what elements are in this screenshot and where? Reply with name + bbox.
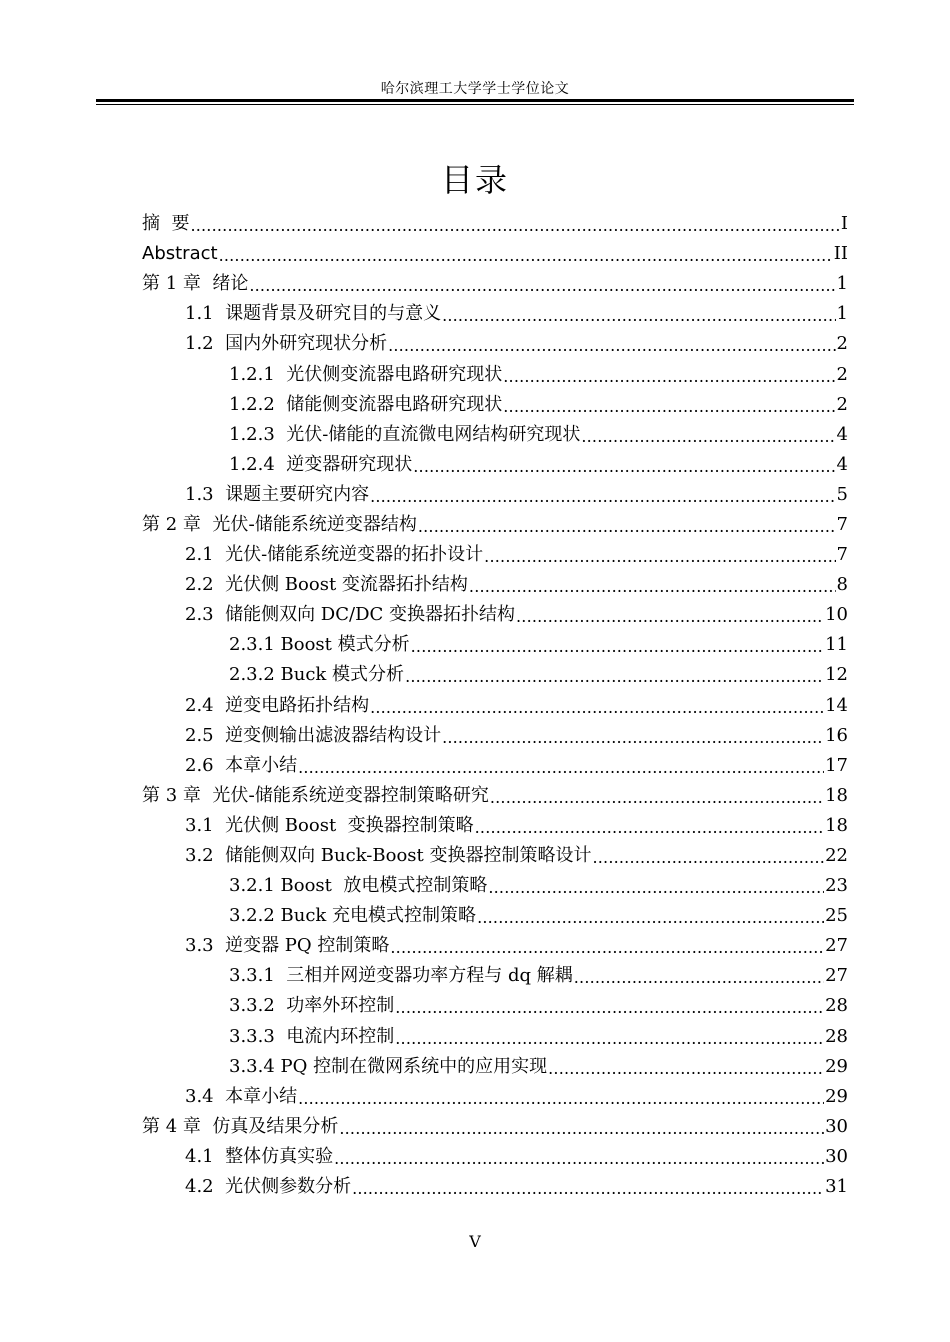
- toc-entry[interactable]: [142, 269, 848, 299]
- toc-entry[interactable]: [142, 1082, 848, 1112]
- toc-entry-label: 国内外研究现状分析: [225, 333, 388, 355]
- toc-entry-label: 储能侧双向 Buck-Boost 变换器控制策略设计: [225, 845, 592, 867]
- toc-entry-page: 28: [825, 995, 848, 1017]
- toc-entry[interactable]: [142, 691, 848, 721]
- toc-entry-page: 7: [836, 513, 848, 535]
- toc-leader-dots: [370, 694, 824, 718]
- toc-entry[interactable]: [142, 600, 848, 630]
- toc-entry-label: PQ 控制在微网系统中的应用实现: [280, 1055, 548, 1077]
- toc-leader-dots: [298, 754, 824, 778]
- toc-entry-number: 3.2.1: [229, 875, 281, 897]
- toc-leader-dots: [413, 453, 835, 477]
- toc-leader-dots: [574, 964, 824, 988]
- toc-entry-number: 1.3: [185, 483, 226, 505]
- toc-entry-number: 3.2.2: [229, 905, 281, 927]
- toc-leader-dots: [395, 994, 824, 1018]
- toc-entry-page: 28: [825, 1025, 848, 1047]
- toc-entry-number: 第 4 章: [142, 1115, 213, 1137]
- toc-leader-dots: [469, 573, 836, 597]
- toc-entry[interactable]: [142, 901, 848, 931]
- toc-entry-number: 2.6: [185, 754, 226, 776]
- toc-entry-number: 3.1: [185, 814, 226, 836]
- toc-entry-label: 本章小结: [225, 1085, 298, 1107]
- toc-entry-page: 30: [825, 1145, 848, 1167]
- toc-entry[interactable]: [142, 961, 848, 991]
- toc-entry-label: 整体仿真实验: [225, 1145, 334, 1167]
- toc-entry-page: 11: [825, 634, 848, 656]
- toc-leader-dots: [395, 1025, 824, 1049]
- toc-entry-label: 逆变侧输出滤波器结构设计: [225, 724, 442, 746]
- toc-entry-page: 8: [836, 574, 848, 596]
- toc-entry-number: 1.2.4: [229, 453, 287, 475]
- toc-entry-label: 课题主要研究内容: [225, 483, 370, 505]
- toc-entry[interactable]: [142, 480, 848, 510]
- toc-entry[interactable]: [142, 329, 848, 359]
- toc-entry-label: Boost 放电模式控制策略: [280, 875, 488, 897]
- running-header: 哈尔滨理工大学学士学位论文: [380, 81, 570, 97]
- toc-entry-page: I: [840, 213, 848, 235]
- toc-entry-label: 光伏侧参数分析: [225, 1176, 352, 1198]
- toc-entry-page: 2: [836, 333, 848, 355]
- toc-entry-number: 4.1: [185, 1145, 226, 1167]
- toc-entry-page: 17: [825, 754, 848, 776]
- toc-entry-label: 光伏-储能的直流微电网结构研究现状: [286, 423, 581, 445]
- toc-entry[interactable]: [142, 721, 848, 751]
- toc-leader-dots: [442, 302, 835, 326]
- toc-entry-page: 31: [825, 1176, 848, 1198]
- toc-entry[interactable]: [142, 630, 848, 660]
- toc-leader-dots: [411, 633, 824, 657]
- toc-entry-number: 第 1 章: [142, 273, 213, 295]
- toc-leader-dots: [390, 934, 824, 958]
- toc-entry[interactable]: [142, 1142, 848, 1172]
- toc-entry-number: 3.3: [185, 935, 226, 957]
- toc-entry[interactable]: [142, 359, 848, 389]
- toc-entry-page: 7: [836, 544, 848, 566]
- toc-entry-page: 2: [836, 363, 848, 385]
- toc-entry-page: 16: [825, 724, 848, 746]
- toc-entry-number: 1.2.3: [229, 423, 287, 445]
- toc-leader-dots: [516, 603, 824, 627]
- toc-entry-number: 3.3.3: [229, 1025, 287, 1047]
- toc-entry[interactable]: [142, 1052, 848, 1082]
- toc-entry-label: Buck 充电模式控制策略: [280, 905, 477, 927]
- toc-entry-number: 1.2.1: [229, 363, 287, 385]
- toc-entry[interactable]: [142, 1112, 848, 1142]
- toc-leader-dots: [488, 874, 824, 898]
- toc-entry-page: 2: [836, 393, 848, 415]
- toc-leader-dots: [475, 814, 824, 838]
- toc-entry-page: 30: [825, 1115, 848, 1137]
- toc-entry-number: 2.3.1: [229, 634, 281, 656]
- toc-entry[interactable]: [142, 660, 848, 690]
- toc-entry[interactable]: [142, 510, 848, 540]
- toc-entry-number: 2.4: [185, 694, 226, 716]
- toc-entry-number: 2.1: [185, 544, 226, 566]
- toc-entry-label: 光伏-储能系统逆变器控制策略研究: [212, 784, 489, 806]
- toc-leader-dots: [418, 513, 836, 537]
- toc-entry-number: 1.2.2: [229, 393, 287, 415]
- toc-entry-page: 10: [825, 604, 848, 626]
- toc-entry-label: 三相并网逆变器功率方程与 dq 解耦: [286, 965, 573, 987]
- toc-entry-number: 1.2: [185, 333, 226, 355]
- toc-entry-label: 电流内环控制: [286, 1025, 395, 1047]
- toc-entry-number: 第 3 章: [142, 784, 213, 806]
- toc-leader-dots: [190, 212, 839, 236]
- toc-entry-number: 3.4: [185, 1085, 226, 1107]
- toc-leader-dots: [219, 242, 833, 266]
- header-rule-thin: [96, 104, 854, 105]
- toc-entry-label: 逆变器 PQ 控制策略: [225, 935, 390, 957]
- toc-entry-page: 4: [836, 423, 848, 445]
- toc-entry-number: 3.3.4: [229, 1055, 281, 1077]
- toc-entry[interactable]: [142, 841, 848, 871]
- toc-entry-label: 仿真及结果分析: [212, 1115, 339, 1137]
- toc-entry[interactable]: [142, 420, 848, 450]
- toc-entry-label: 光伏侧 Boost 变换器控制策略: [225, 814, 474, 836]
- toc-entry-label: 光伏侧变流器电路研究现状: [286, 363, 503, 385]
- toc-leader-dots: [442, 724, 824, 748]
- toc-entry-page: 14: [825, 694, 848, 716]
- toc-entry[interactable]: [142, 871, 848, 901]
- toc-entry-page: II: [833, 243, 848, 265]
- toc-entry-label: 功率外环控制: [286, 995, 395, 1017]
- toc-entry-label: 绪论: [212, 273, 249, 295]
- toc-entry-number: 1.1: [185, 303, 226, 325]
- toc-entry-number: 第 2 章: [142, 513, 213, 535]
- toc-entry-page: 18: [825, 784, 848, 806]
- toc-entry[interactable]: [142, 390, 848, 420]
- toc-leader-dots: [388, 332, 835, 356]
- toc-entry[interactable]: [142, 811, 848, 841]
- toc-leader-dots: [581, 423, 835, 447]
- toc-entry-page: 23: [825, 875, 848, 897]
- toc-entry[interactable]: [142, 450, 848, 480]
- toc-entry-label: 逆变器研究现状: [286, 453, 413, 475]
- toc-leader-dots: [352, 1175, 824, 1199]
- toc-entry-number: 4.2: [185, 1176, 226, 1198]
- toc-leader-dots: [484, 543, 835, 567]
- toc-leader-dots: [249, 272, 835, 296]
- toc-entry-page: 1: [836, 273, 848, 295]
- toc-leader-dots: [334, 1145, 824, 1169]
- toc-entry[interactable]: [142, 209, 848, 239]
- toc-leader-dots: [339, 1115, 824, 1139]
- toc-entry-number: 3.2: [185, 845, 226, 867]
- toc-entry-number: 2.2: [185, 574, 226, 596]
- toc-entry-page: 12: [825, 664, 848, 686]
- toc-entry-page: 1: [836, 303, 848, 325]
- toc-entry-number: 3.3.1: [229, 965, 287, 987]
- toc-leader-dots: [548, 1055, 824, 1079]
- toc-entry-label: 光伏-储能系统逆变器结构: [212, 513, 417, 535]
- page-number: V: [469, 1232, 481, 1251]
- toc-entry-label: Abstract: [142, 243, 218, 265]
- toc-entry[interactable]: [142, 751, 848, 781]
- toc-entry-label: 课题背景及研究目的与意义: [225, 303, 442, 325]
- toc-leader-dots: [370, 483, 835, 507]
- toc-entry[interactable]: [142, 781, 848, 811]
- toc-entry-page: 5: [836, 483, 848, 505]
- toc-entry-number: 2.3: [185, 604, 226, 626]
- toc-entry[interactable]: [142, 1022, 848, 1052]
- toc-entry-label: 光伏-储能系统逆变器的拓扑设计: [225, 544, 484, 566]
- toc-entry[interactable]: [142, 1172, 848, 1202]
- toc-leader-dots: [405, 663, 824, 687]
- toc-entry[interactable]: [142, 239, 848, 269]
- toc-entry-label: 光伏侧 Boost 变流器拓扑结构: [225, 574, 468, 596]
- toc-leader-dots: [477, 904, 824, 928]
- toc-leader-dots: [490, 784, 824, 808]
- toc-entry-label: Buck 模式分析: [280, 664, 405, 686]
- toc-leader-dots: [503, 363, 835, 387]
- toc-entry[interactable]: [142, 299, 848, 329]
- toc-entry-page: 27: [825, 935, 848, 957]
- toc-entry-label: 逆变电路拓扑结构: [225, 694, 370, 716]
- toc-entry[interactable]: [142, 991, 848, 1021]
- toc-entry-page: 27: [825, 965, 848, 987]
- toc-entry-label: Boost 模式分析: [280, 634, 410, 656]
- header-rule-thick: [96, 99, 854, 102]
- toc-entry-page: 4: [836, 453, 848, 475]
- toc-leader-dots: [503, 393, 835, 417]
- toc-entry-number: 2.3.2: [229, 664, 281, 686]
- toc-entry-page: 29: [825, 1085, 848, 1107]
- table-of-contents: [142, 209, 848, 1202]
- toc-entry[interactable]: [142, 540, 848, 570]
- toc-leader-dots: [592, 844, 824, 868]
- toc-entry[interactable]: [142, 570, 848, 600]
- toc-entry-label: 本章小结: [225, 754, 298, 776]
- toc-entry-page: 25: [825, 905, 848, 927]
- toc-entry-page: 18: [825, 814, 848, 836]
- toc-entry[interactable]: [142, 931, 848, 961]
- toc-leader-dots: [298, 1085, 824, 1109]
- toc-entry-number: 2.5: [185, 724, 226, 746]
- toc-entry-number: 3.3.2: [229, 995, 287, 1017]
- toc-title: 目录: [440, 161, 509, 199]
- toc-entry-page: 29: [825, 1055, 848, 1077]
- toc-entry-page: 22: [825, 845, 848, 867]
- toc-entry-label: 储能侧变流器电路研究现状: [286, 393, 503, 415]
- toc-entry-label: 摘 要: [142, 213, 190, 235]
- toc-entry-label: 储能侧双向 DC/DC 变换器拓扑结构: [225, 604, 515, 626]
